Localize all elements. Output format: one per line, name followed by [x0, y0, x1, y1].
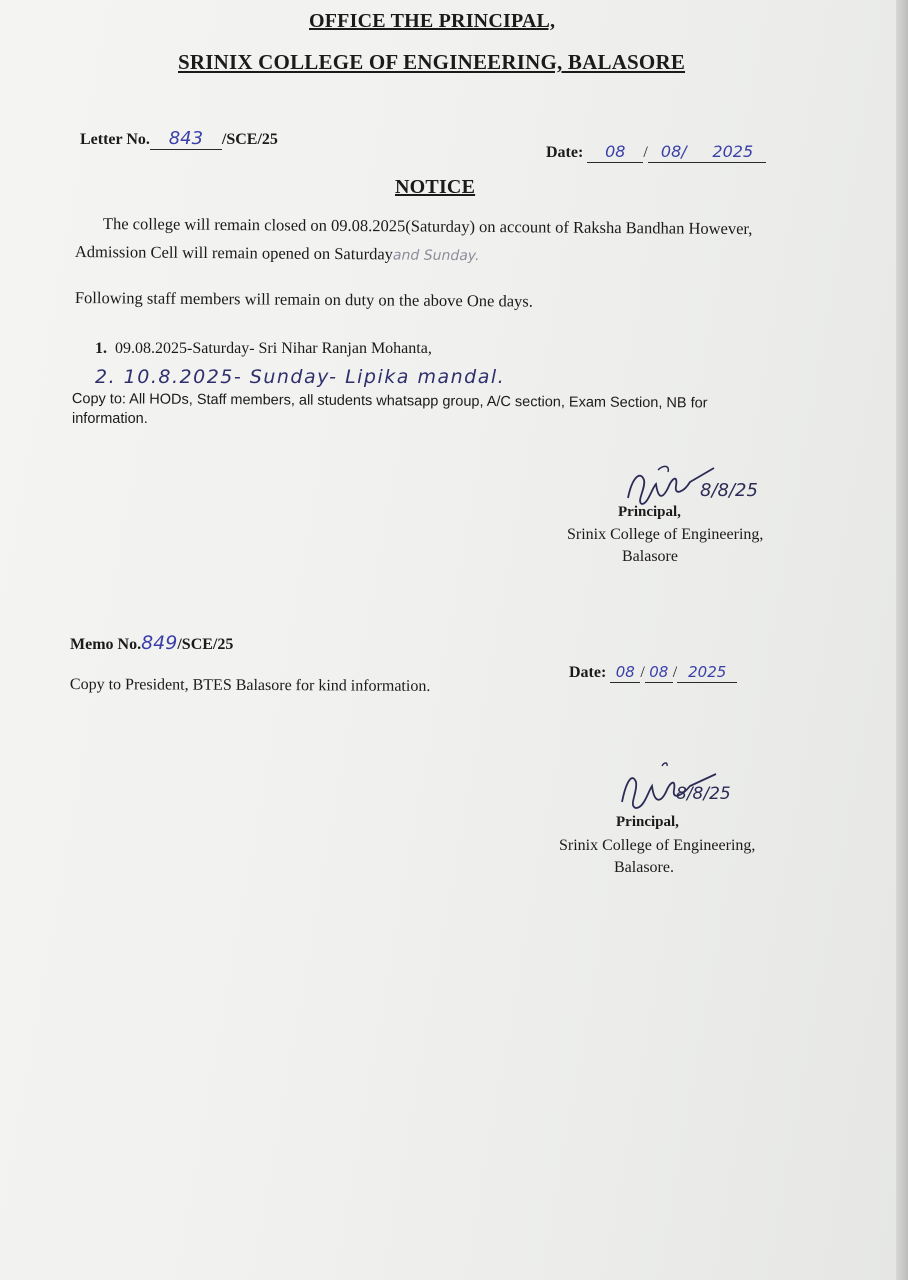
memo-date-line: Date: 08 / 08 / 2025 — [569, 663, 737, 683]
memo-number-line — [70, 632, 233, 654]
signature-2-title: Principal, — [616, 814, 679, 830]
signature-1-date: 8/8/25 — [700, 480, 758, 501]
memo-date-day: 08 — [615, 663, 635, 681]
handwritten-sunday-note: and Sunday. — [392, 247, 480, 265]
duty-list-item-1 — [95, 340, 432, 358]
copy-to-line-2: information. — [72, 411, 148, 427]
admission-cell-text: Admission Cell will remain opened on Saturday — [74, 242, 394, 264]
memo-date-month: 08 — [649, 663, 669, 681]
signature-2-date: 8/8/25 — [676, 784, 731, 804]
notice-paragraph-2: Following staff members will remain on duty on the above One days. — [74, 288, 533, 311]
letter-number-line — [80, 128, 278, 150]
letter-date-line: Date: 08 / 08/ 2025 — [546, 142, 766, 163]
memo-date-year: 2025 — [688, 663, 727, 681]
letter-number-value: 843 — [168, 128, 204, 149]
memo-number-suffix: /SCE/25 — [177, 636, 234, 653]
memo-date-label: Date: — [569, 664, 607, 681]
signature-2-place: Balasore. — [614, 859, 674, 876]
notice-paragraph-1-line-2 — [75, 242, 480, 265]
letter-number-label: Letter No. — [80, 131, 150, 148]
signature-2-institution: Srinix College of Engineering, — [559, 837, 756, 854]
signature-1-title: Principal, — [618, 504, 681, 520]
memo-number-value: 849 — [141, 632, 178, 654]
office-heading: OFFICE THE PRINCIPAL, — [309, 10, 556, 32]
signature-1-institution: Srinix College of Engineering, — [567, 526, 764, 543]
list-item-1-text: 09.08.2025-Saturday- Sri Nihar Ranjan Mohanta, — [115, 340, 432, 357]
copy-to-line-1: Copy to: All HODs, Staff members, all students whatsapp group, A/C section, Exam Section, NB for — [71, 391, 708, 412]
list-number: 1. — [95, 340, 107, 357]
memo-copy-text: Copy to President, BTES Balasore for kind information. — [69, 676, 431, 695]
notice-paragraph-1-line-1: The college will remain closed on 09.08.2025(Saturday) on account of Raksha Bandhan However, — [102, 214, 753, 239]
duty-list-item-2-handwritten: 2. 10.8.2025- Sunday- Lipika mandal. — [95, 366, 506, 388]
letter-date-day: 08 — [605, 142, 626, 161]
letter-date-year: 2025 — [712, 142, 754, 161]
letter-number-suffix: /SCE/25 — [221, 131, 278, 148]
letter-date-label: Date: — [546, 144, 584, 161]
letter-date-month: 08/ — [660, 142, 687, 161]
notice-title: NOTICE — [395, 176, 476, 198]
signature-1-place: Balasore — [622, 548, 678, 565]
page-edge — [896, 0, 908, 1280]
college-heading: SRINIX COLLEGE OF ENGINEERING, BALASORE — [178, 50, 686, 74]
memo-number-label: Memo No. — [70, 636, 142, 653]
